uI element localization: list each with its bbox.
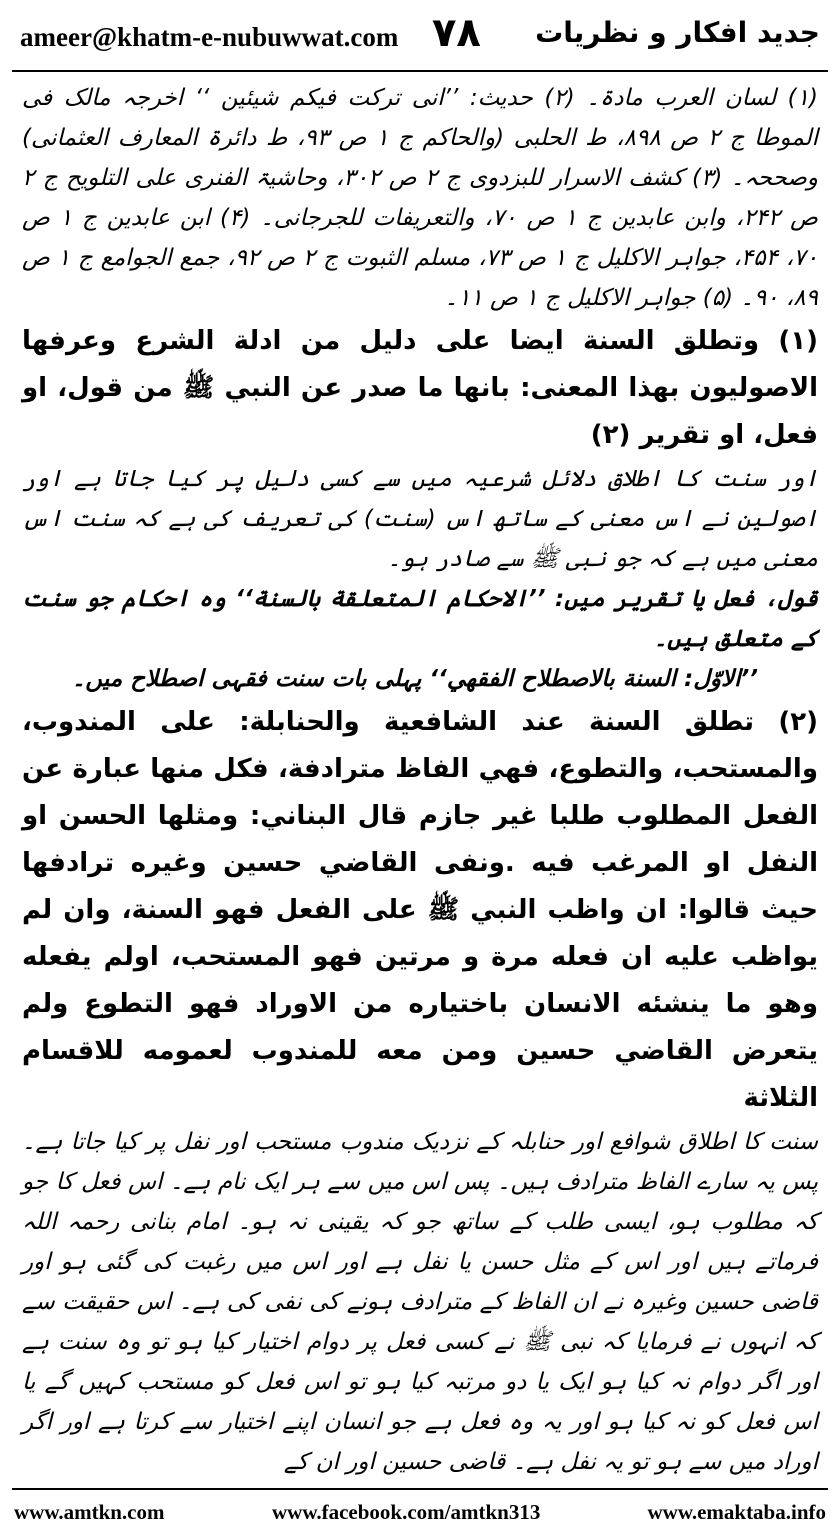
urdu-translation-1: اور سنت کا اطلاق دلائل شرعیہ میں سے کسی دلیل پر کیا جاتا ہے اور اصولین نے اس معنی کے ساتھ اس (سنت) کی تعریف کی ہے کہ سنت اس معنی میں ہے کہ جو نبی ﷺ سے صادر ہو۔	[22, 466, 818, 572]
book-title: جدید افکار و نظریات	[535, 16, 820, 49]
arabic-paragraph-1: (۱) وتطلق السنة ايضا على دليل من ادلة الشرع وعرفها الاصوليون بهذا المعنى: بانها ما صدر عن النبي ﷺ من قول، او فعل، او تقرير (۲)	[22, 326, 818, 450]
footer-rule	[12, 1488, 828, 1490]
section-heading: ’’الاوّل: السنة بالاصطلاح الفقهي‘‘ پہلی بات سنت فقہی اصطلاح میں۔	[71, 666, 758, 692]
footer-link-amtkn[interactable]: www.amtkn.com	[14, 1500, 165, 1524]
header-rule	[12, 70, 828, 72]
footer-link-emaktaba[interactable]: www.emaktaba.info	[647, 1500, 826, 1524]
arabic-paragraph-2: (۲) تطلق السنة عند الشافعية والحنابلة: على المندوب، والمستحب، والتطوع، فهي الفاظ مترادفة، فكل منها عبارة عن الفعل المطلوب طلبا غير جازم قال البناني: ومثلها الحسن او النفل او المرغب فيه .ونفى القاضي حسين وغيره ترادفها حيث قالوا: ان واظب النبي ﷺ على الفعل فهو السنة، وان لم يواظب عليه ان فعله مرة و مرتين فهو المستحب، اولم يفعله وهو ما ينشئه الانسان باختياره من الاوراد فهو التطوع ولم يتعرض القاضي حسين ومن معه للمندوب لعمومه للاقسام الثلاثة	[22, 707, 818, 1113]
urdu-translation-1-bold: قول، فعل یا تقریر میں: ’’الاحكام المتعلقة بالسنة‘‘ وہ احکام جو سنت کے متعلق ہیں۔	[22, 586, 818, 652]
header-email: ameer@khatm-e-nubuwwat.com	[20, 22, 399, 52]
page-content	[22, 78, 818, 1482]
footer-link-facebook[interactable]: www.facebook.com/amtkn313	[272, 1500, 541, 1524]
urdu-translation-2: سنت کا اطلاق شوافع اور حنابلہ کے نزدیک مندوب مستحب اور نفل پر کیا جاتا ہے۔ پس یہ سارے الفاظ مترادف ہیں۔ پس اس میں سے ہر ایک نام ہے۔ اس فعل کا جو کہ مطلوب ہو، ایسی طلب کے ساتھ جو کہ یقینی نہ ہو۔ امام بنانی رحمہ اللہ فرماتے ہیں اور اس کے مثل حسن یا نفل ہے اور اس میں رغبت کی گئی ہو اور قاضی حسین وغیرہ نے ان الفاظ کے مترادف ہونے کی نفی کی ہے۔ اس حقیقت سے کہ انہوں نے فرمایا کہ نبی ﷺ نے کسی فعل پر دوام اختیار کیا ہو تو وہ سنت ہے اور اگر دوام نہ کیا ہو ایک یا دو مرتبہ کیا ہو تو اس فعل کو مستحب کہیں گے یا اس فعل کو نہ کیا ہو اور یہ وہ فعل ہے جو انسان اپنے اختیار سے کرتا ہے اور اگر اوراد میں سے ہو تو یہ نفل ہے۔ قاضی حسین اور ان کے	[22, 1129, 818, 1475]
footnotes-paragraph: (۱) لسان العرب مادۃ۔ (۲) حدیث: ’’انی ترکت فیکم شیئین ‘‘ اخرجہ مالک فی الموطا ج ۲ ص ۸۹۸، ط الحلبی (والحاکم ج ۱ ص ۹۳، ط دائرۃ المعارف العثمانی) وصححہ۔ (۳) کشف الاسرار للبزدوی ج ۲ ص ۳۰۲، وحاشیۃ الفنری علی التلویح ج ۲ ص ۲۴۲، وابن عابدین ج ۱ ص ۷۰، والتعریفات للجرجانی۔ (۴) ابن عابدین ج ۱ ص ۷۰، ۴۵۴، جواہر الاکلیل ج ۱ ص ۷۳، مسلم الثبوت ج ۲ ص ۹۲، جمع الجوامع ج ۱ ص ۸۹، ۹۰۔ (۵) جواہر الاکلیل ج ۱ ص ۱۱۔	[22, 85, 819, 311]
page-header	[12, 10, 828, 72]
page-number: ٧٨	[432, 10, 481, 56]
page-footer	[14, 1500, 826, 1532]
